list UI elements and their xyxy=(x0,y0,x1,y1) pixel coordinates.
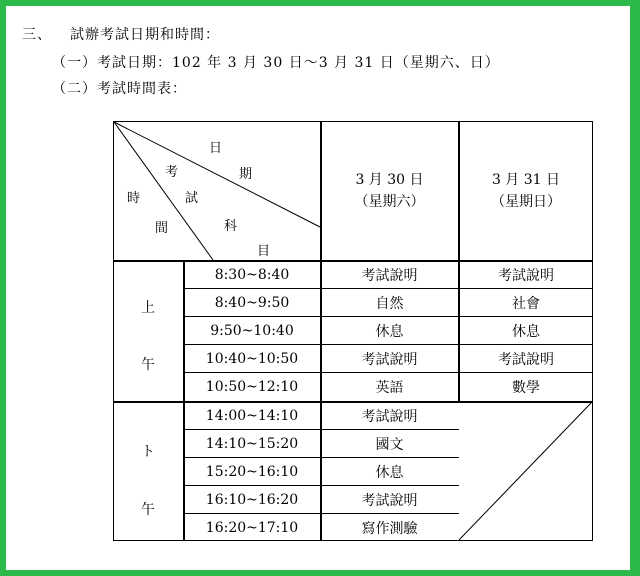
subject-cell: 考試說明 xyxy=(498,267,554,284)
subject-cell: 自然 xyxy=(375,295,404,312)
exam-date-text: 102 年 3 月 30 日～3 月 31 日（星期六、日） xyxy=(172,55,500,71)
corner-shi2: 時 xyxy=(127,191,141,206)
subject-cell: 數學 xyxy=(512,380,540,396)
date-day1: 3 月 30 日 xyxy=(355,171,424,188)
date-header-day2 xyxy=(459,121,593,260)
corner-shi: 試 xyxy=(185,191,199,206)
subject-cell: 考試說明 xyxy=(361,492,418,509)
subject-cell: 考試說明 xyxy=(498,351,554,368)
subject-cell: 休息 xyxy=(375,464,404,481)
subject-cell: 寫作測驗 xyxy=(361,520,418,537)
schedule-heading: （二）考試時間表： xyxy=(52,81,187,97)
corner-jian: 間 xyxy=(155,221,169,236)
subject-cell: 考試說明 xyxy=(361,267,418,284)
section-heading xyxy=(22,24,220,44)
date-day2: 3 月 31 日 xyxy=(491,171,561,188)
subject-cell: 考試說明 xyxy=(361,351,418,368)
weekday-day2: （星期日） xyxy=(491,193,561,210)
afternoon-label-top: ト xyxy=(141,444,155,460)
subject-cell: 社會 xyxy=(512,295,540,312)
subject-cell: 英語 xyxy=(375,380,404,396)
morning-label-bottom: 午 xyxy=(141,357,155,373)
section-number: 三、 xyxy=(22,27,52,43)
time-cell: 8:40~9:50 xyxy=(214,294,290,311)
section-title: 試辦考試日期和時間： xyxy=(70,27,220,43)
time-cell: 14:10~15:20 xyxy=(205,435,299,452)
subject-cell: 考試說明 xyxy=(361,408,418,425)
exam-date-label: （一）考試日期： xyxy=(52,55,172,71)
corner-ri: 日 xyxy=(209,141,223,156)
time-cell: 8:30~8:40 xyxy=(214,266,290,283)
exam-schedule-table xyxy=(113,121,596,544)
afternoon-label-bottom: 午 xyxy=(141,502,155,518)
exam-date-line xyxy=(52,52,500,72)
time-cell: 10:40~10:50 xyxy=(205,350,299,367)
date-header-day1 xyxy=(321,121,458,260)
time-cell: 10:50~12:10 xyxy=(205,379,299,395)
time-cell: 14:00~14:10 xyxy=(205,407,299,424)
weekday-day1: （星期六） xyxy=(354,193,425,210)
corner-mu: 目 xyxy=(257,244,271,259)
time-cell: 16:20~17:10 xyxy=(205,519,299,536)
subject-cell: 休息 xyxy=(375,323,404,340)
subject-cell: 國文 xyxy=(375,436,404,453)
morning-label-top: 上 xyxy=(141,300,155,316)
subject-cell: 休息 xyxy=(512,323,540,340)
document-page xyxy=(6,6,630,570)
corner-kao: 考 xyxy=(165,165,179,180)
corner-qi: 期 xyxy=(239,167,253,182)
time-cell: 9:50~10:40 xyxy=(210,322,294,339)
time-cell: 15:20~16:10 xyxy=(205,463,299,480)
corner-ke: 科 xyxy=(224,219,238,234)
time-cell: 16:10~16:20 xyxy=(205,491,299,508)
